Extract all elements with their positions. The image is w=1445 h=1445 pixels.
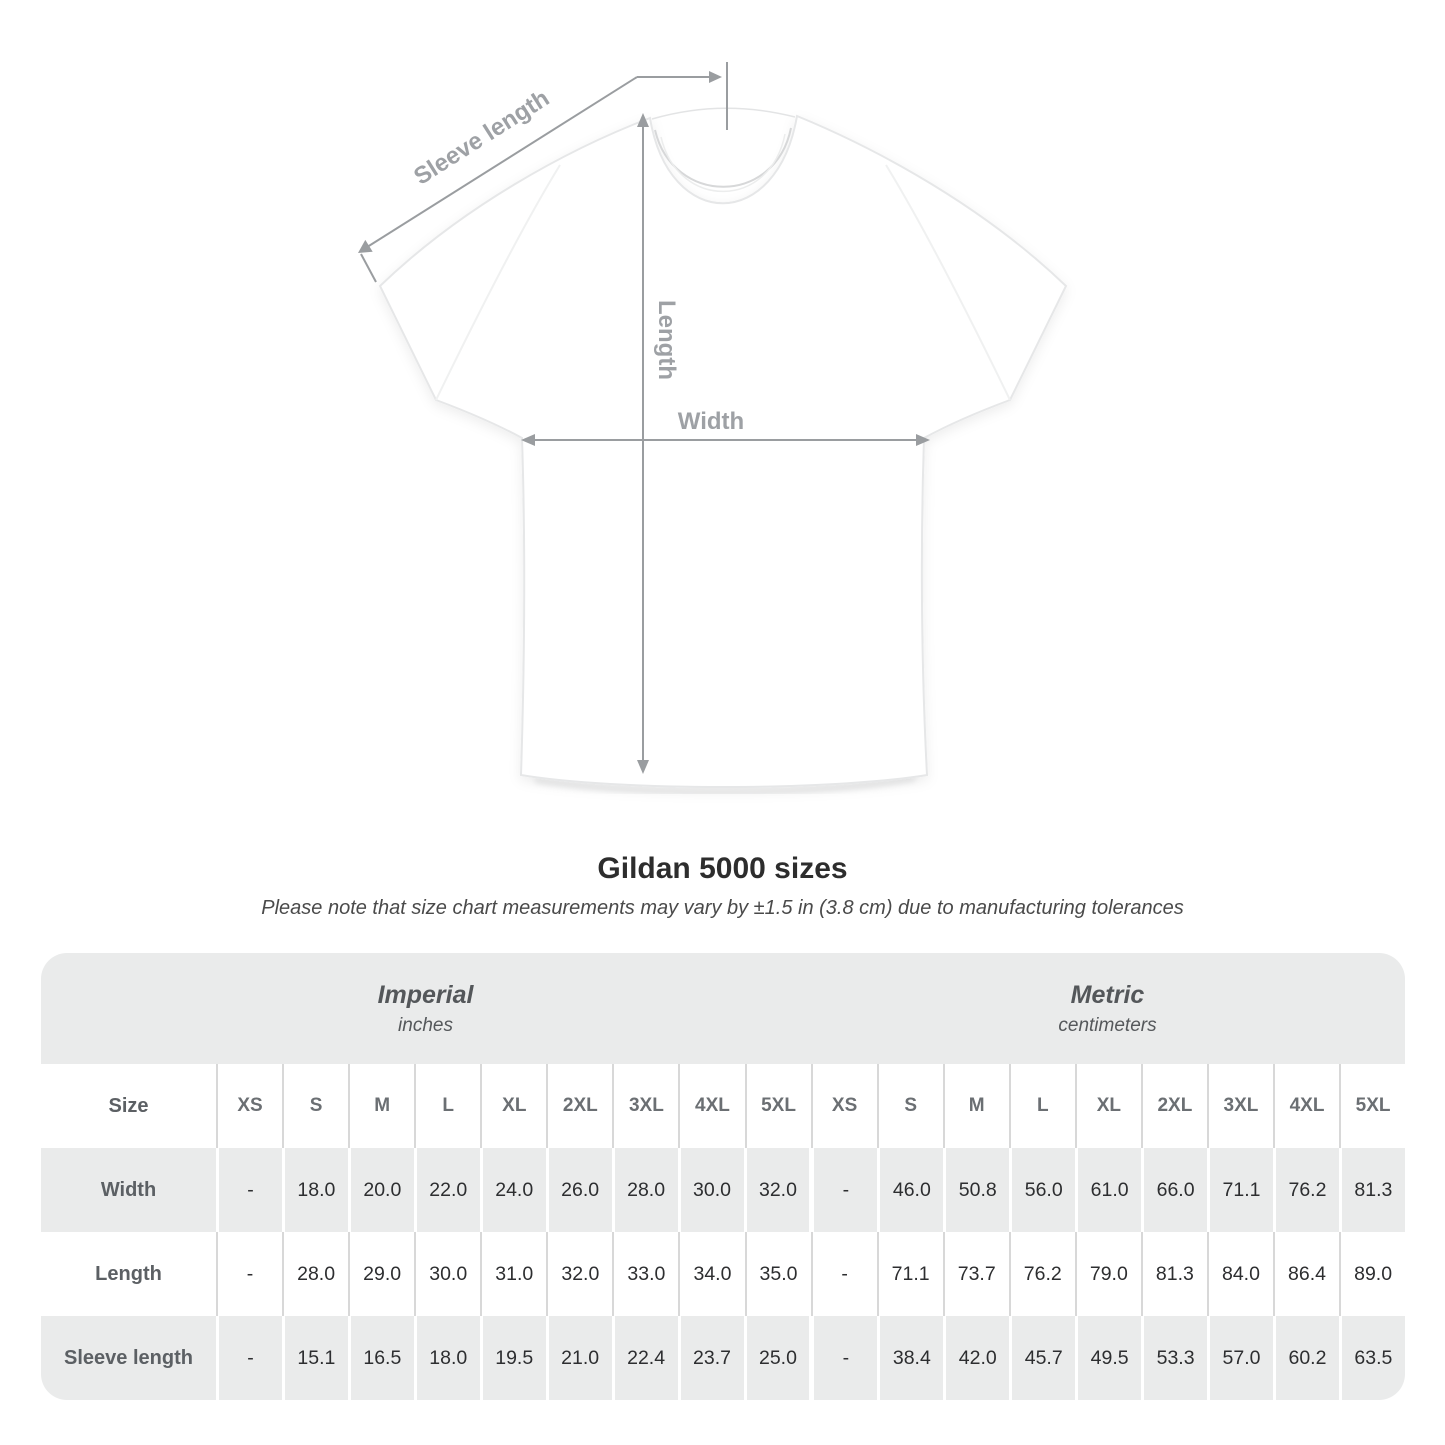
value-cell-imperial: 18.0 [282,1148,348,1232]
value-cell-imperial: - [216,1316,282,1400]
size-header-metric-xs: XS [811,1064,877,1148]
size-header-metric-m: M [943,1064,1009,1148]
size-column-label: Size [41,1064,216,1148]
size-header-imperial-3xl: 3XL [612,1064,678,1148]
value-cell-metric: 81.3 [1339,1148,1405,1232]
value-cell-metric: 57.0 [1207,1316,1273,1400]
value-cell-metric: 71.1 [1207,1148,1273,1232]
sleeve-length-label: Sleeve length [409,84,555,191]
size-header-metric-xl: XL [1075,1064,1141,1148]
value-cell-imperial: 32.0 [744,1148,810,1232]
size-header-imperial-l: L [414,1064,480,1148]
value-cell-imperial: 23.7 [678,1316,744,1400]
tshirt-silhouette [380,108,1066,792]
value-cell-imperial: 19.5 [480,1316,546,1400]
value-cell-imperial: 30.0 [678,1148,744,1232]
value-cell-metric: 56.0 [1009,1148,1075,1232]
value-cell-imperial: 28.0 [612,1148,678,1232]
value-cell-metric: 46.0 [877,1148,943,1232]
table-group-header [41,953,1405,1064]
size-header-metric-5xl: 5XL [1339,1064,1405,1148]
value-cell-metric: 61.0 [1075,1148,1141,1232]
value-cell-imperial: 33.0 [612,1232,678,1316]
group-metric [810,953,1405,1064]
value-cell-imperial: 30.0 [414,1232,480,1316]
value-cell-imperial: 31.0 [480,1232,546,1316]
value-cell-metric: 71.1 [877,1232,943,1316]
size-header-imperial-4xl: 4XL [678,1064,744,1148]
size-header-imperial-5xl: 5XL [745,1064,811,1148]
size-table [41,953,1405,1400]
size-header-imperial-xl: XL [480,1064,546,1148]
length-label: Length [653,300,680,380]
value-cell-imperial: 16.5 [348,1316,414,1400]
value-cell-imperial: 24.0 [480,1148,546,1232]
row-label: Width [41,1148,216,1232]
value-cell-imperial: 35.0 [745,1232,811,1316]
value-cell-imperial: - [216,1148,282,1232]
value-cell-imperial: 28.0 [282,1232,348,1316]
value-cell-metric: - [809,1316,877,1400]
value-cell-imperial: 15.1 [282,1316,348,1400]
value-cell-metric: 76.2 [1273,1148,1339,1232]
value-cell-metric: 84.0 [1207,1232,1273,1316]
value-cell-imperial: 32.0 [546,1232,612,1316]
group-metric-unit: centimeters [1058,1014,1157,1036]
value-cell-metric: 66.0 [1141,1148,1207,1232]
size-header-imperial-m: M [348,1064,414,1148]
value-cell-metric: 73.7 [943,1232,1009,1316]
value-cell-metric: 45.7 [1009,1316,1075,1400]
page-title: Gildan 5000 sizes [597,852,848,885]
value-cell-metric: 81.3 [1141,1232,1207,1316]
tolerance-note: Please note that size chart measurements may vary by ±1.5 in (3.8 cm) due to manufacturing tolerances [261,897,1184,919]
group-imperial-name: Imperial [377,980,474,1009]
value-cell-imperial: 22.0 [414,1148,480,1232]
value-cell-metric: - [811,1232,877,1316]
size-header-imperial-xs: XS [216,1064,282,1148]
size-header-metric-3xl: 3XL [1207,1064,1273,1148]
collar-back-line [652,108,795,119]
value-cell-imperial: 26.0 [546,1148,612,1232]
value-cell-imperial: 18.0 [414,1316,480,1400]
group-imperial [41,953,810,1064]
value-cell-metric: 63.5 [1339,1316,1405,1400]
value-cell-metric: 86.4 [1273,1232,1339,1316]
group-imperial-unit: inches [398,1014,453,1036]
value-cell-imperial: 21.0 [546,1316,612,1400]
row-label: Sleeve length [41,1316,216,1400]
value-cell-imperial: 20.0 [348,1148,414,1232]
value-cell-metric: 38.4 [877,1316,943,1400]
sleeve-arrowhead [358,240,373,253]
value-cell-metric: 89.0 [1339,1232,1405,1316]
value-cell-metric: 79.0 [1075,1232,1141,1316]
table-row-width [41,1148,1405,1232]
value-cell-imperial: - [216,1232,282,1316]
value-cell-imperial: 29.0 [348,1232,414,1316]
size-header-metric-4xl: 4XL [1273,1064,1339,1148]
value-cell-imperial: 22.4 [612,1316,678,1400]
value-cell-metric: 42.0 [943,1316,1009,1400]
value-cell-metric: 76.2 [1009,1232,1075,1316]
size-header-metric-2xl: 2XL [1141,1064,1207,1148]
row-label: Length [41,1232,216,1316]
value-cell-metric: 53.3 [1141,1316,1207,1400]
right-arrowhead [709,71,722,83]
size-header-imperial-s: S [282,1064,348,1148]
table-rows [41,1148,1405,1400]
width-label: Width [677,408,745,435]
value-cell-imperial: 25.0 [744,1316,810,1400]
value-cell-metric: 50.8 [943,1148,1009,1232]
size-header-metric-s: S [877,1064,943,1148]
size-header-imperial-2xl: 2XL [546,1064,612,1148]
value-cell-metric: 49.5 [1075,1316,1141,1400]
size-header-metric-l: L [1009,1064,1075,1148]
table-row-length [41,1232,1405,1316]
value-cell-metric: 60.2 [1273,1316,1339,1400]
sleeve-length-tail [361,254,376,282]
size-header-row [41,1064,1405,1148]
table-row-sleeve-length [41,1316,1405,1400]
value-cell-metric: - [809,1148,877,1232]
group-metric-name: Metric [1070,980,1145,1009]
value-cell-imperial: 34.0 [678,1232,744,1316]
